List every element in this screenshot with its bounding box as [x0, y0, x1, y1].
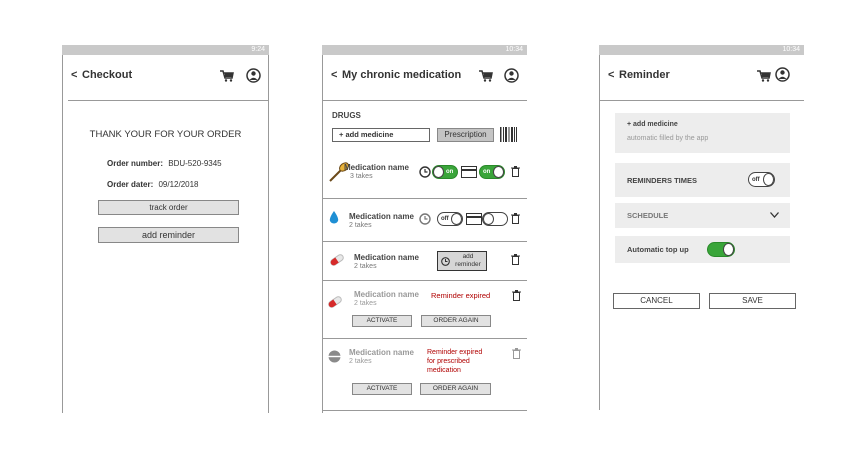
- order-number-label: Order number:: [107, 159, 164, 168]
- page-title: My chronic medication: [342, 69, 462, 81]
- user-icon[interactable]: [775, 67, 790, 82]
- add-medicine-row[interactable]: [615, 113, 790, 153]
- reminder-screen: [599, 45, 804, 410]
- toggle-knob: [493, 166, 504, 178]
- reminder-toggle[interactable]: [432, 165, 458, 179]
- medication-screen: [322, 45, 527, 413]
- clock-icon[interactable]: [419, 213, 431, 225]
- drop-icon: [329, 211, 339, 225]
- order-number-row: [107, 159, 222, 168]
- toggle-knob: [451, 213, 462, 225]
- toggle-knob: [433, 166, 444, 178]
- chevron-down-icon: [770, 212, 779, 218]
- reminder-expired-status: [427, 348, 502, 375]
- pill-icon: [327, 294, 343, 310]
- back-button[interactable]: <: [71, 69, 78, 81]
- medication-takes: 2 takes: [349, 222, 372, 229]
- medication-item[interactable]: [322, 200, 527, 240]
- medication-item[interactable]: [322, 282, 527, 336]
- status-line: medication: [427, 367, 461, 374]
- toggle-knob: [723, 243, 734, 256]
- add-reminder-button[interactable]: [437, 251, 487, 271]
- toggle-label: on: [483, 169, 491, 175]
- status-line: for prescribed: [427, 358, 470, 365]
- user-icon[interactable]: [504, 68, 519, 83]
- prescription-button[interactable]: Prescription: [437, 128, 494, 142]
- toggle-label: on: [446, 169, 454, 175]
- medication-name: Medication name: [349, 212, 414, 221]
- frame-left-border: [599, 55, 600, 410]
- medication-takes: 2 takes: [354, 263, 377, 270]
- card-icon[interactable]: [466, 213, 482, 225]
- header-divider: [322, 100, 527, 101]
- medication-item[interactable]: [322, 243, 527, 279]
- trash-icon[interactable]: [512, 348, 521, 359]
- reminders-times-label: REMINDERS TIMES: [627, 176, 698, 185]
- reminders-toggle[interactable]: [748, 172, 775, 187]
- pill-icon: [329, 252, 345, 268]
- auto-topup-label: Automatic top up: [627, 245, 689, 254]
- topup-toggle[interactable]: [482, 212, 508, 226]
- frame-left-border: [62, 55, 63, 413]
- add-reminder-button[interactable]: add reminder: [98, 227, 239, 243]
- status-bar: [599, 45, 804, 55]
- status-time: 10:34: [505, 46, 523, 53]
- header-divider: [599, 100, 804, 101]
- order-again-button[interactable]: ORDER AGAIN: [421, 315, 491, 327]
- cart-icon[interactable]: [220, 70, 234, 82]
- medication-takes: 2 takes: [354, 300, 377, 307]
- activate-button[interactable]: ACTIVATE: [352, 383, 412, 395]
- cart-icon[interactable]: [757, 70, 771, 82]
- barcode-icon[interactable]: [500, 127, 517, 142]
- add-reminder-label: add reminder: [455, 253, 481, 268]
- order-date-row: [107, 180, 199, 189]
- toggle-knob: [483, 213, 494, 225]
- medication-takes: 2 takes: [349, 358, 372, 365]
- auto-filled-hint: automatic filled by the app: [627, 135, 709, 142]
- toggle-knob: [763, 173, 774, 186]
- user-icon[interactable]: [246, 68, 261, 83]
- order-date-value: 09/12/2018: [158, 180, 199, 189]
- page-title: Reminder: [619, 69, 670, 81]
- reminders-times-row[interactable]: [615, 163, 790, 197]
- clock-icon[interactable]: [419, 166, 431, 178]
- toggle-label: off: [752, 177, 760, 183]
- header-divider: [68, 100, 268, 101]
- reminder-toggle[interactable]: [437, 212, 463, 226]
- back-button[interactable]: <: [608, 69, 615, 81]
- medication-item[interactable]: [322, 153, 527, 197]
- checkout-screen: [62, 45, 269, 413]
- auto-topup-toggle[interactable]: [707, 242, 735, 257]
- activate-button[interactable]: ACTIVATE: [352, 315, 412, 327]
- status-time: 9:24: [251, 46, 265, 53]
- save-button[interactable]: SAVE: [709, 293, 796, 309]
- drugs-heading: DRUGS: [332, 111, 361, 120]
- trash-icon[interactable]: [511, 166, 520, 177]
- row-divider: [322, 338, 527, 339]
- back-button[interactable]: <: [331, 69, 338, 81]
- medication-item[interactable]: [322, 340, 527, 400]
- row-divider: [322, 280, 527, 281]
- cancel-button[interactable]: CANCEL: [613, 293, 700, 309]
- order-again-button[interactable]: ORDER AGAIN: [420, 383, 491, 395]
- tablet-icon: [328, 350, 341, 363]
- schedule-label: SCHEDULE: [627, 211, 669, 220]
- row-divider: [322, 410, 527, 411]
- clock-icon: [441, 257, 450, 266]
- thank-you-text: THANK YOUR FOR YOUR ORDER: [89, 129, 242, 140]
- cart-icon[interactable]: [479, 70, 493, 82]
- frame-right-border: [268, 55, 269, 413]
- medication-name: Medication name: [354, 253, 419, 262]
- medication-name: Medication name: [344, 163, 409, 172]
- row-divider: [322, 198, 527, 199]
- trash-icon[interactable]: [512, 290, 521, 301]
- trash-icon[interactable]: [511, 213, 520, 224]
- add-medicine-label: + add medicine: [627, 121, 678, 128]
- schedule-dropdown[interactable]: [615, 203, 790, 228]
- track-order-button[interactable]: track order: [98, 200, 239, 215]
- trash-icon[interactable]: [511, 254, 520, 265]
- add-medicine-button[interactable]: + add medicine: [332, 128, 430, 142]
- medication-name: Medication name: [349, 348, 414, 357]
- status-bar: [62, 45, 269, 55]
- toggle-label: off: [441, 216, 449, 222]
- status-line: Reminder expired: [427, 349, 483, 356]
- auto-topup-row[interactable]: [615, 236, 790, 263]
- card-icon[interactable]: [461, 166, 477, 178]
- medication-name: Medication name: [354, 290, 419, 299]
- medication-takes: 3 takes: [350, 173, 373, 180]
- reminder-expired-status: Reminder expired: [431, 291, 491, 300]
- topup-toggle[interactable]: [479, 165, 505, 179]
- order-date-label: Order dater:: [107, 180, 154, 189]
- order-number-value: BDU-520-9345: [168, 159, 222, 168]
- status-bar: [322, 45, 527, 55]
- status-time: 10:34: [782, 46, 800, 53]
- row-divider: [322, 241, 527, 242]
- page-title: Checkout: [82, 69, 133, 81]
